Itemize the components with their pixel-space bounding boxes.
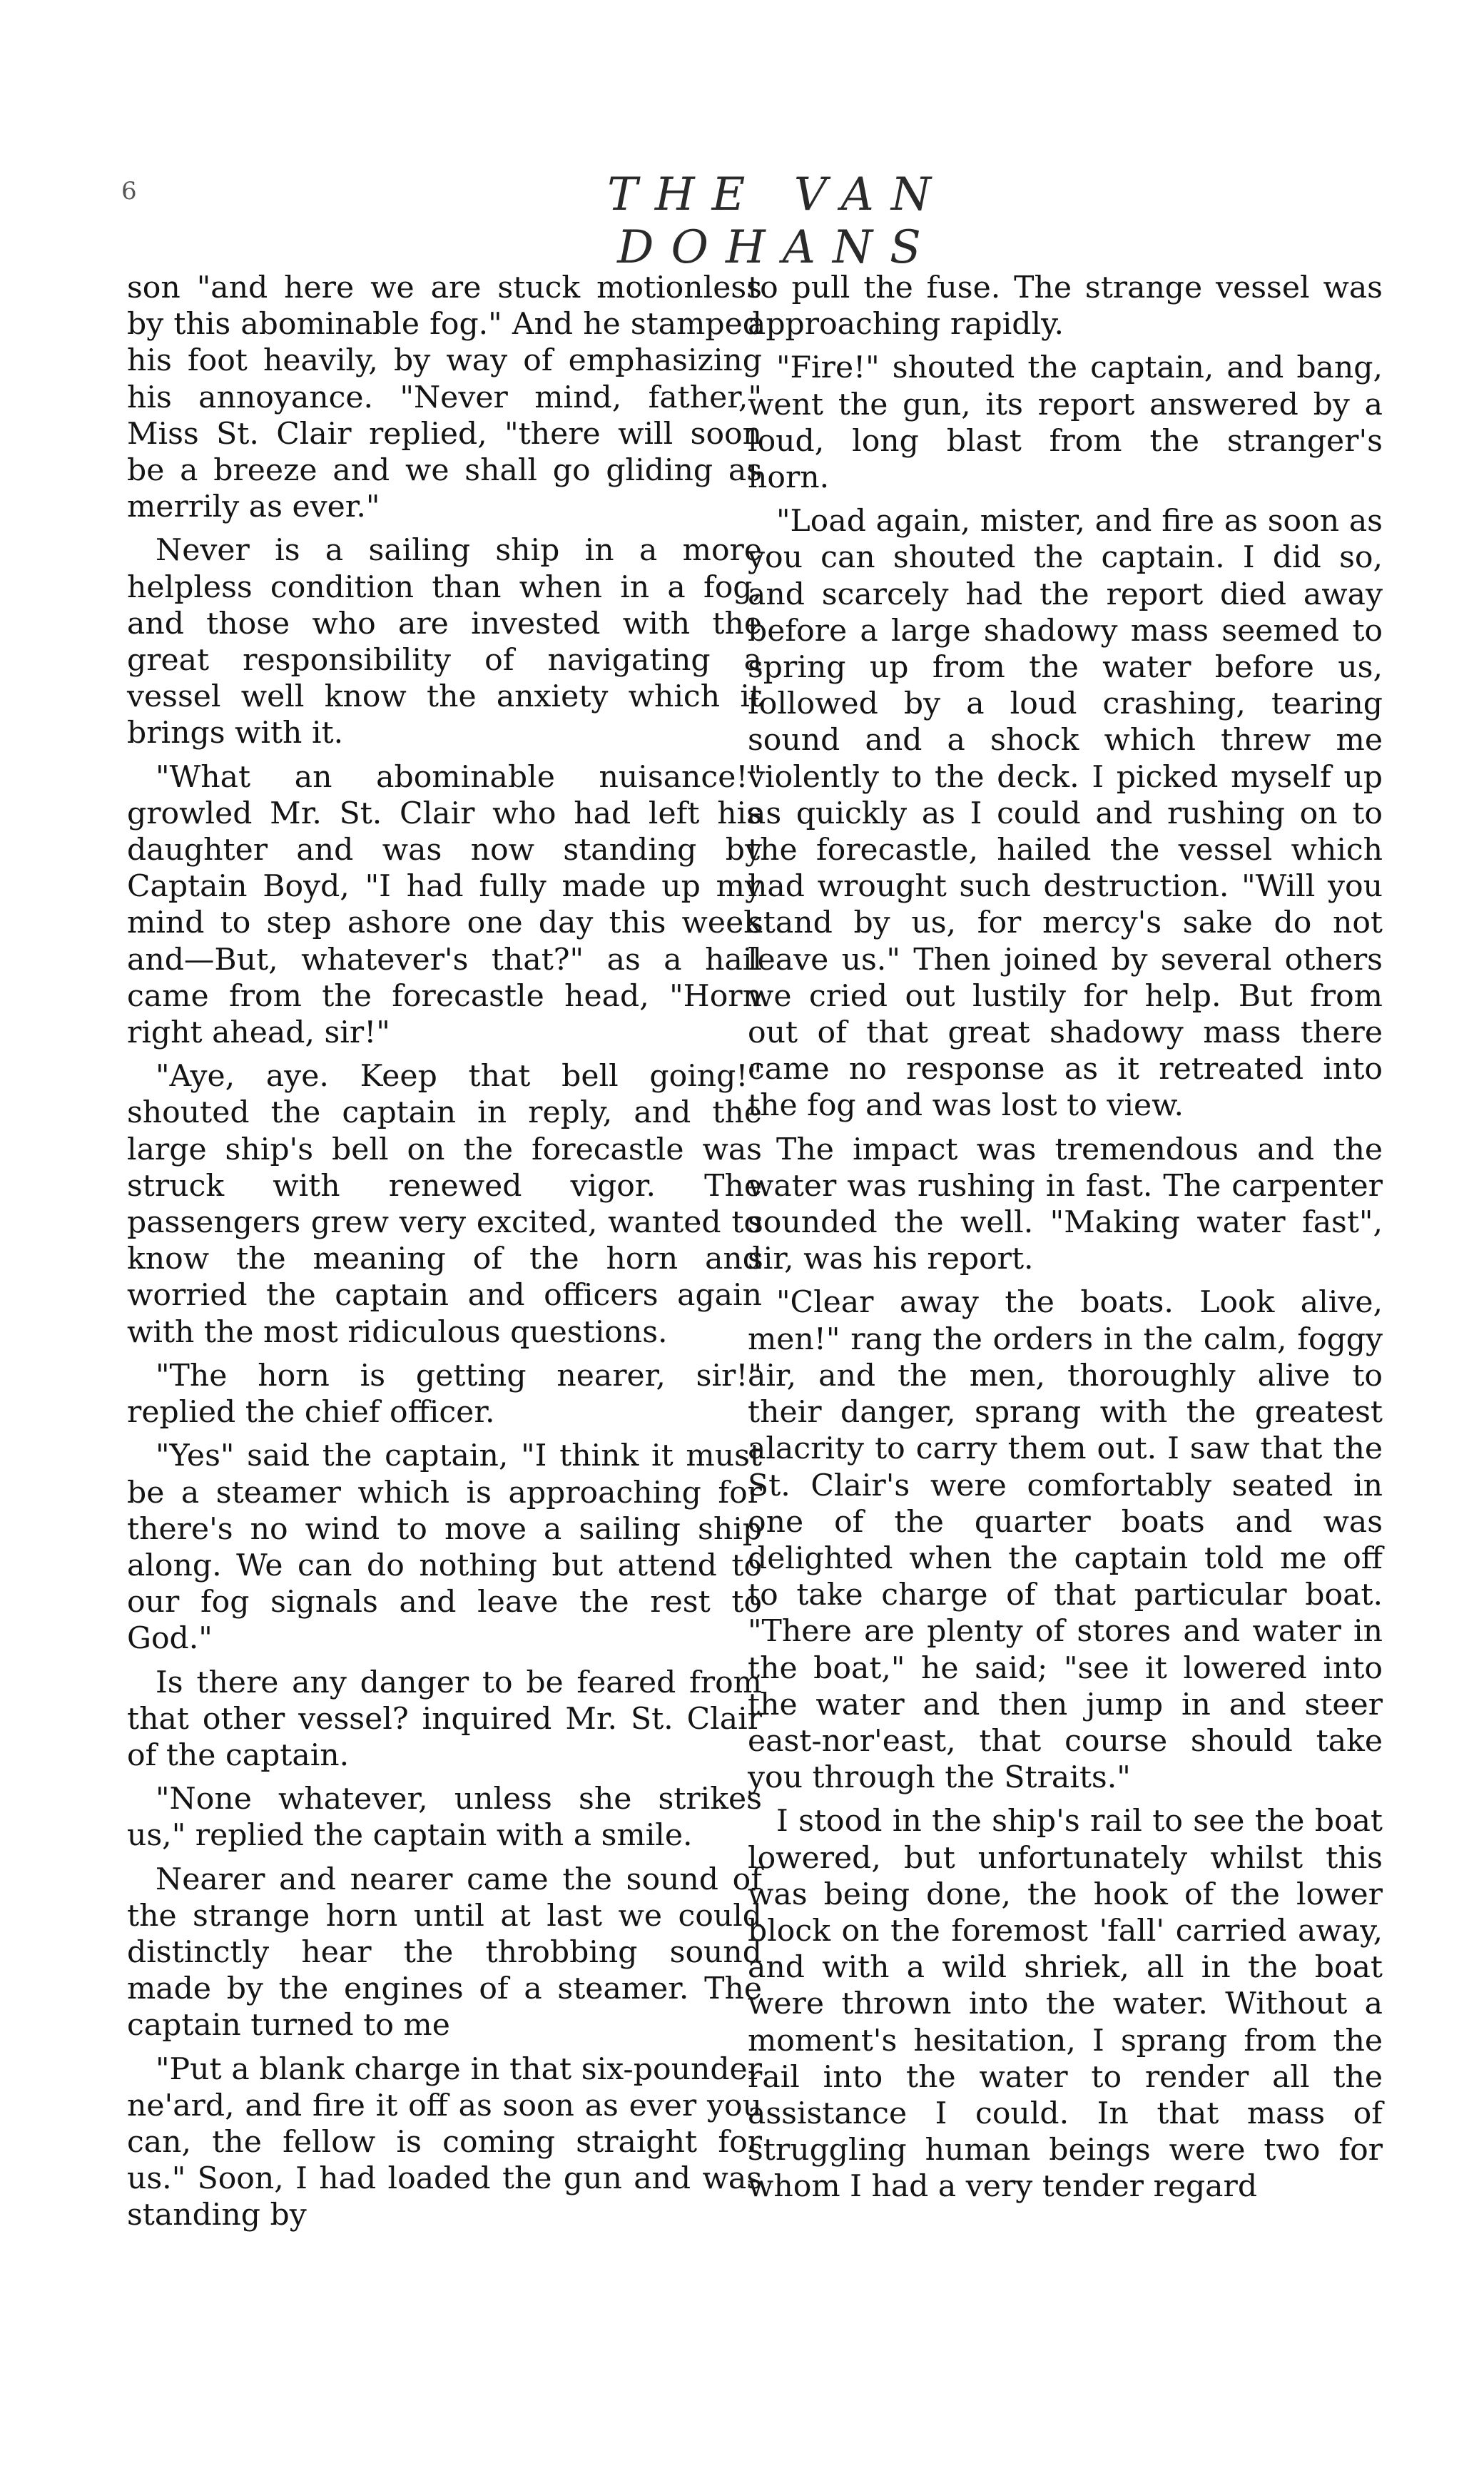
paragraph: to pull the fuse. The strange vessel was approaching rapidly.	[748, 270, 1383, 342]
paragraph: "Clear away the boats. Look alive, men!" rang the orders in the calm, foggy air, and the men, thoroughly alive to their danger, sprang with the greatest alacrity to carry them out. I saw that the St. Clair's were comfortably seated in one of the quarter boats and was delighted when the captain told me off to take charge of that particular boat. "There are plenty of stores and water in the boat," he said; "see it lowered into the water and then jump in and steer east-nor'east, that course should take you through the Straits."	[748, 1285, 1383, 1796]
paragraph: The impact was tremendous and the water was rushing in fast. The carpenter sounded the well. "Making water fast", sir, was his report.	[748, 1132, 1383, 1277]
paragraph: "What an abominable nuisance!" growled Mr. St. Clair who had left his daughter and was now standing by Captain Boyd, "I had fully made up my mind to step ashore one day this week and—But, whatever's that?" as a hail came from the forecastle head, "Horn right ahead, sir!"	[127, 759, 762, 1051]
running-title: THE VAN DOHANS	[607, 168, 948, 274]
paragraph: "Fire!" shouted the captain, and bang, went the gun, its report answered by a loud, long blast from the stranger's horn.	[748, 350, 1383, 496]
paragraph: "Yes" said the captain, "I think it must be a steamer which is approaching for there's no wind to move a sailing ship along. We can do nothing but attend to our fog signals and leave the rest to God."	[127, 1438, 762, 1657]
left-text-column	[127, 270, 762, 2234]
page-number: 6	[121, 177, 137, 205]
paragraph: "Aye, aye. Keep that bell going!" shouted the captain in reply, and the large ship's bell on the forecastle was struck with renewed vigor. The passengers grew very excited, wanted to know the meaning of the horn and worried the captain and officers again with the most ridiculous questions.	[127, 1059, 762, 1350]
paragraph: Nearer and nearer came the sound of the strange horn until at last we could distinctly hear the throbbing sound made by the engines of a steamer. The captain turned to me	[127, 1862, 762, 2043]
paragraph: Never is a sailing ship in a more helpless condition than when in a fog, and those who are invested with the great responsibility of navigating a vessel well know the anxiety which it brings with it.	[127, 533, 762, 751]
page-header	[100, 168, 1327, 274]
paragraph: son "and here we are stuck motionless by this abominable fog." And he stamped his foot heavily, by way of emphasizing his annoyance. "Never mind, father," Miss St. Clair replied, "there will soon be a breeze and we shall go gliding as merrily as ever."	[127, 270, 762, 525]
paragraph: "Load again, mister, and fire as soon as you can shouted the captain. I did so, and scarcely had the report died away before a large shadowy mass seemed to spring up from the water before us, followed by a loud crashing, tearing sound and a shock which threw me violently to the deck. I picked myself up as quickly as I could and rushing on to the forecastle, hailed the vessel which had wrought such destruction. "Will you stand by us, for mercy's sake do not leave us." Then joined by several others we cried out lustily for help. But from out of that great shadowy mass there came no response as it retreated into the fog and was lost to view.	[748, 504, 1383, 1124]
paragraph: I stood in the ship's rail to see the boat lowered, but unfortunately whilst this was being done, the hook of the lower block on the foremost 'fall' carried away, and with a wild shriek, all in the boat were thrown into the water. Without a moment's hesitation, I sprang from the rail into the water to render all the assistance I could. In that mass of struggling human beings were two for whom I had a very tender regard	[748, 1804, 1383, 2205]
paragraph: "Put a blank charge in that six-pounder ne'ard, and fire it off as soon as ever you can, the fellow is coming straight for us." Soon, I had loaded the gun and was standing by	[127, 2051, 762, 2233]
right-text-column	[748, 270, 1383, 2205]
paragraph: Is there any danger to be feared from that other vessel? inquired Mr. St. Clair of the captain.	[127, 1665, 762, 1773]
paragraph: "None whatever, unless she strikes us," replied the captain with a smile.	[127, 1782, 762, 1854]
paragraph: "The horn is getting nearer, sir!" replied the chief officer.	[127, 1358, 762, 1431]
